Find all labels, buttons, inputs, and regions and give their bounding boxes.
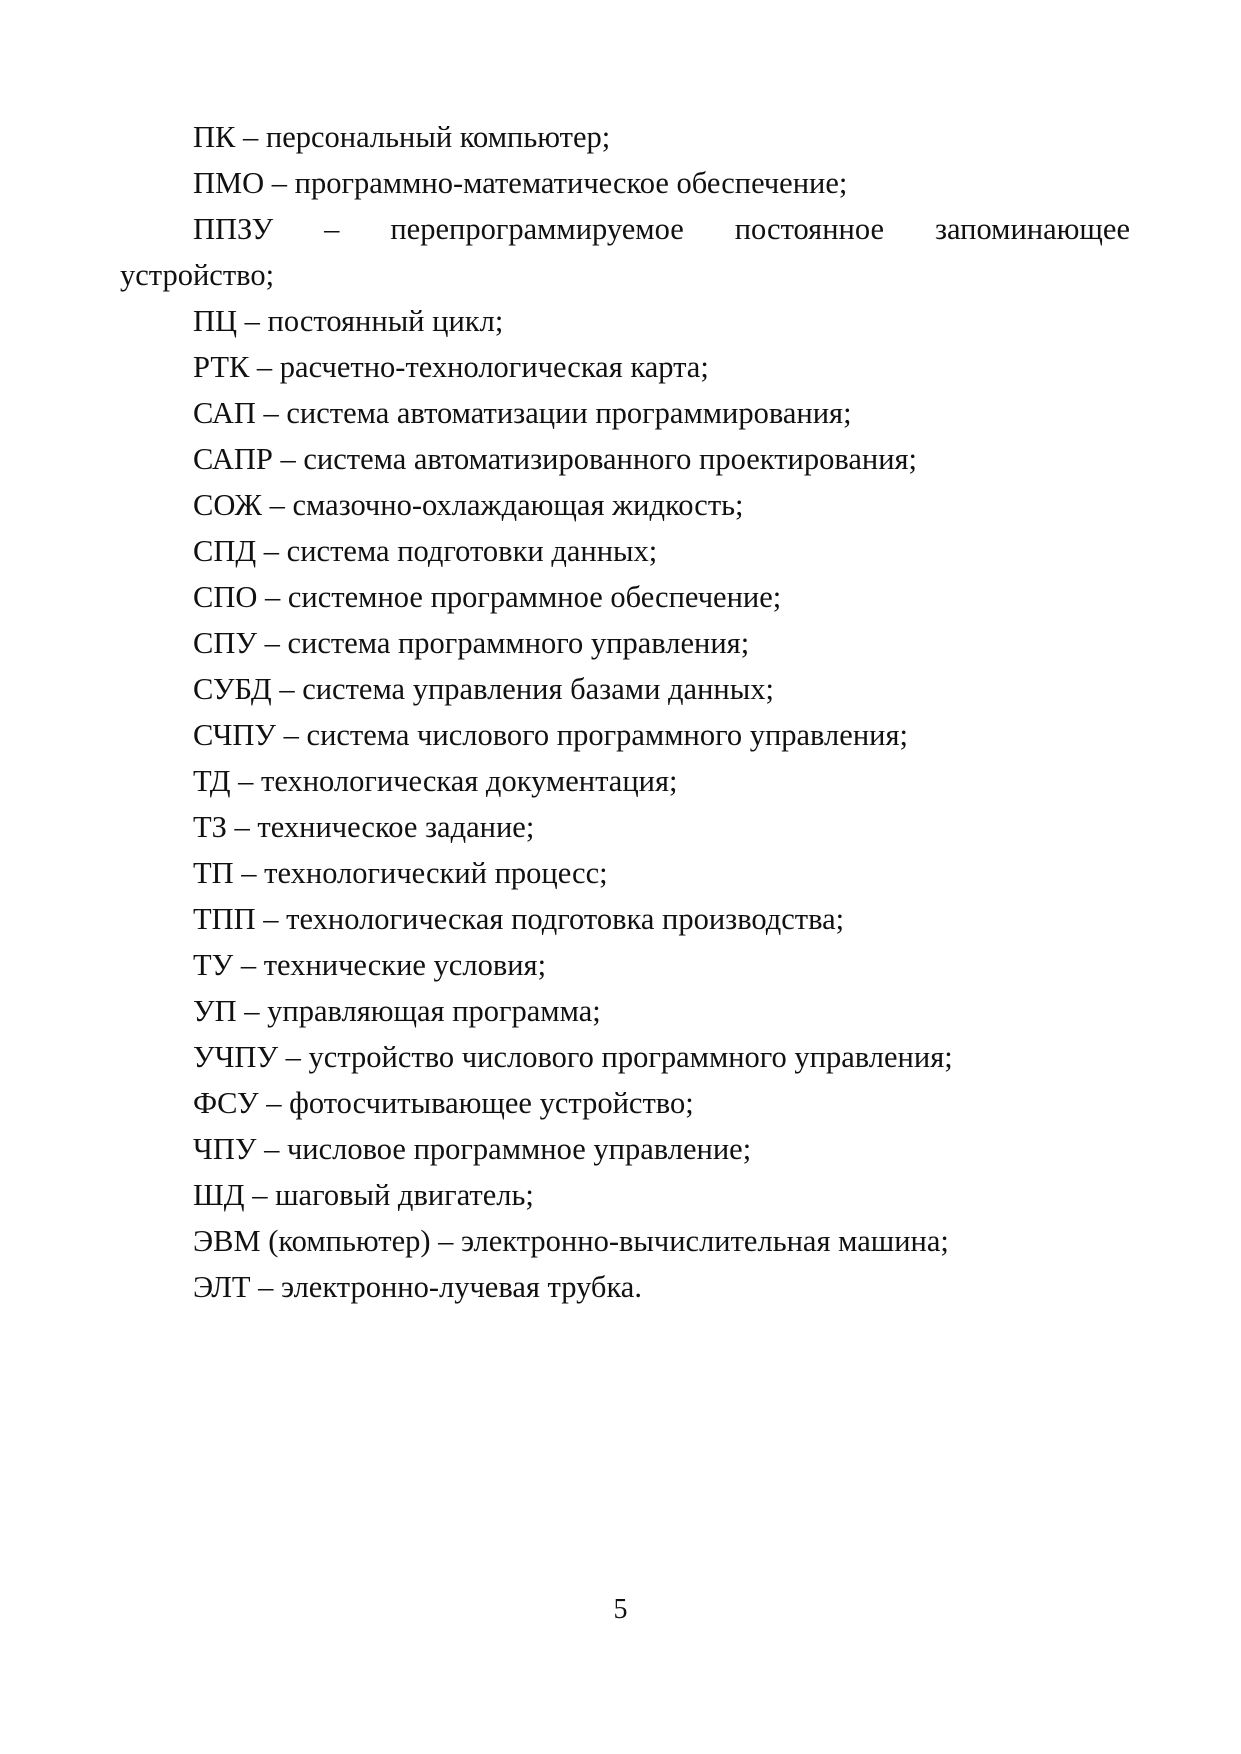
- list-item: ФСУ – фотосчитывающее устройство;: [193, 1086, 694, 1120]
- list-item: ПМО – программно-математическое обеспечение;: [193, 166, 848, 200]
- list-item: СЧПУ – система числового программного управления;: [193, 718, 908, 752]
- list-item: САП – система автоматизации программирования;: [193, 396, 852, 430]
- list-item: ТП – технологический процесс;: [193, 856, 608, 890]
- list-item: ЭЛТ – электронно-лучевая трубка.: [193, 1270, 642, 1304]
- list-item: СУБД – система управления базами данных;: [193, 672, 774, 706]
- abbreviation-list: [120, 114, 1130, 1310]
- list-item: УП – управляющая программа;: [193, 994, 601, 1028]
- list-item: СПУ – система программного управления;: [193, 626, 750, 660]
- list-item: САПР – система автоматизированного проектирования;: [193, 442, 918, 476]
- list-item: ППЗУ – перепрограммируемое постоянное запоминающее: [193, 212, 1130, 246]
- list-item: СОЖ – смазочно-охлаждающая жидкость;: [193, 488, 744, 522]
- list-item: ЭВМ (компьютер) – электронно-вычислительная машина;: [193, 1224, 949, 1258]
- page-number: 5: [613, 1594, 628, 1625]
- list-item: ПК – персональный компьютер;: [193, 120, 611, 154]
- list-item: ТПП – технологическая подготовка производства;: [193, 902, 845, 936]
- list-item-continuation: устройство;: [120, 258, 275, 292]
- list-item: ТД – технологическая документация;: [193, 764, 678, 798]
- list-item: ШД – шаговый двигатель;: [193, 1178, 534, 1212]
- list-item: РТК – расчетно-технологическая карта;: [193, 350, 709, 384]
- list-item: ТЗ – техническое задание;: [193, 810, 535, 844]
- list-item: ЧПУ – числовое программное управление;: [193, 1132, 752, 1166]
- list-item: ТУ – технические условия;: [193, 948, 547, 982]
- list-item: УЧПУ – устройство числового программного управления;: [193, 1040, 953, 1074]
- list-item: СПД – система подготовки данных;: [193, 534, 658, 568]
- list-item: ПЦ – постоянный цикл;: [193, 304, 504, 338]
- list-item: СПО – системное программное обеспечение;: [193, 580, 782, 614]
